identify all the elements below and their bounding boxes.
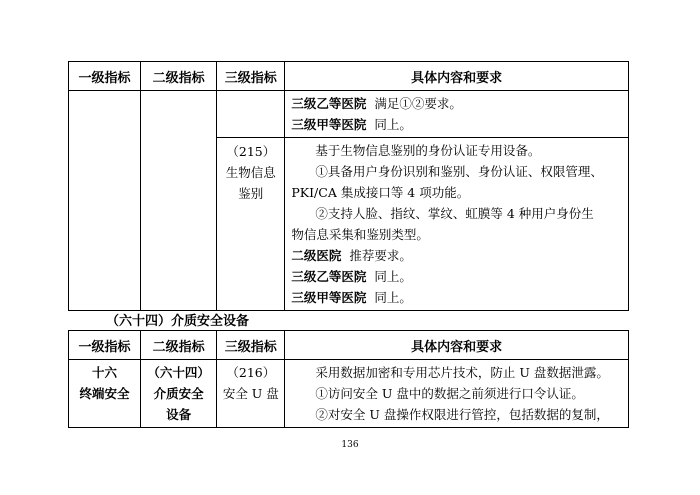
indicator-code: （215） xyxy=(226,144,276,159)
requirements-table-1 xyxy=(68,61,629,311)
grade-label: 三级甲等医院 xyxy=(291,290,367,305)
indicator-code: （六十四） xyxy=(147,365,210,380)
header-content: 具体内容和要求 xyxy=(285,62,629,91)
level2-cell-empty xyxy=(141,91,217,311)
grade-label: 二级医院 xyxy=(291,248,342,263)
header-level2: 二级指标 xyxy=(141,331,217,360)
header-level3: 三级指标 xyxy=(217,62,285,91)
level3-cell-215 xyxy=(217,138,285,311)
content-line: 基于生物信息鉴别的身份认证专用设备。 xyxy=(315,143,541,158)
grade-label: 三级乙等医院 xyxy=(291,269,367,284)
content-line: ②支持人脸、指纹、掌纹、虹膜等 4 种用户身份生 xyxy=(315,206,594,221)
content-cell-216 xyxy=(285,360,629,428)
indicator-code: （216） xyxy=(226,365,276,380)
grade-text: 推荐要求。 xyxy=(349,248,412,263)
content-line: 物信息采集和鉴别类型。 xyxy=(291,227,429,242)
level3-cell-empty xyxy=(217,91,285,138)
content-cell-continued xyxy=(285,91,629,138)
content-line: PKI/CA 集成接口等 4 项功能。 xyxy=(291,185,470,200)
indicator-name: 设备 xyxy=(166,407,192,422)
header-level3: 三级指标 xyxy=(217,331,285,360)
content-line: 采用数据加密和专用芯片技术，防止 U 盘数据泄露。 xyxy=(315,365,609,380)
table-header-row xyxy=(69,331,629,360)
header-level1: 一级指标 xyxy=(69,62,141,91)
page-number: 136 xyxy=(341,440,359,450)
table-row xyxy=(69,360,629,428)
grade-line xyxy=(291,245,624,266)
content-line: ①访问安全 U 盘中的数据之前须进行口令认证。 xyxy=(315,386,584,401)
table-header-row xyxy=(69,62,629,91)
indicator-code: 十六 xyxy=(92,365,118,380)
grade-label: 三级乙等医院 xyxy=(291,96,367,111)
grade-line xyxy=(291,287,624,308)
grade-label: 三级甲等医院 xyxy=(291,117,367,132)
grade-line xyxy=(291,114,624,135)
content-cell-215 xyxy=(285,138,629,311)
grade-line xyxy=(291,266,624,287)
level2-cell xyxy=(141,360,217,428)
content-line: ①具备用户身份识别和鉴别、身份认证、权限管理、 xyxy=(315,164,603,179)
grade-line xyxy=(291,93,624,114)
content-line: ②对安全 U 盘操作权限进行管控，包括数据的复制， xyxy=(315,407,609,422)
indicator-name: 终端安全 xyxy=(79,386,130,401)
indicator-name: 生物信息 xyxy=(225,165,276,180)
grade-text: 同上。 xyxy=(374,290,412,305)
header-content: 具体内容和要求 xyxy=(285,331,629,360)
header-level2: 二级指标 xyxy=(141,62,217,91)
table-row xyxy=(69,91,629,138)
level1-cell xyxy=(69,360,141,428)
grade-text: 同上。 xyxy=(374,269,412,284)
indicator-name: 介质安全 xyxy=(153,386,204,401)
indicator-name: 安全 U 盘 xyxy=(222,386,279,401)
indicator-name: 鉴别 xyxy=(238,186,264,201)
header-level1: 一级指标 xyxy=(69,331,141,360)
level1-cell-empty xyxy=(69,91,141,311)
grade-text: 满足①②要求。 xyxy=(374,96,462,111)
grade-text: 同上。 xyxy=(374,117,412,132)
section-caption: （六十四）介质安全设备 xyxy=(106,314,250,329)
requirements-table-2 xyxy=(68,330,629,428)
level3-cell-216 xyxy=(217,360,285,428)
